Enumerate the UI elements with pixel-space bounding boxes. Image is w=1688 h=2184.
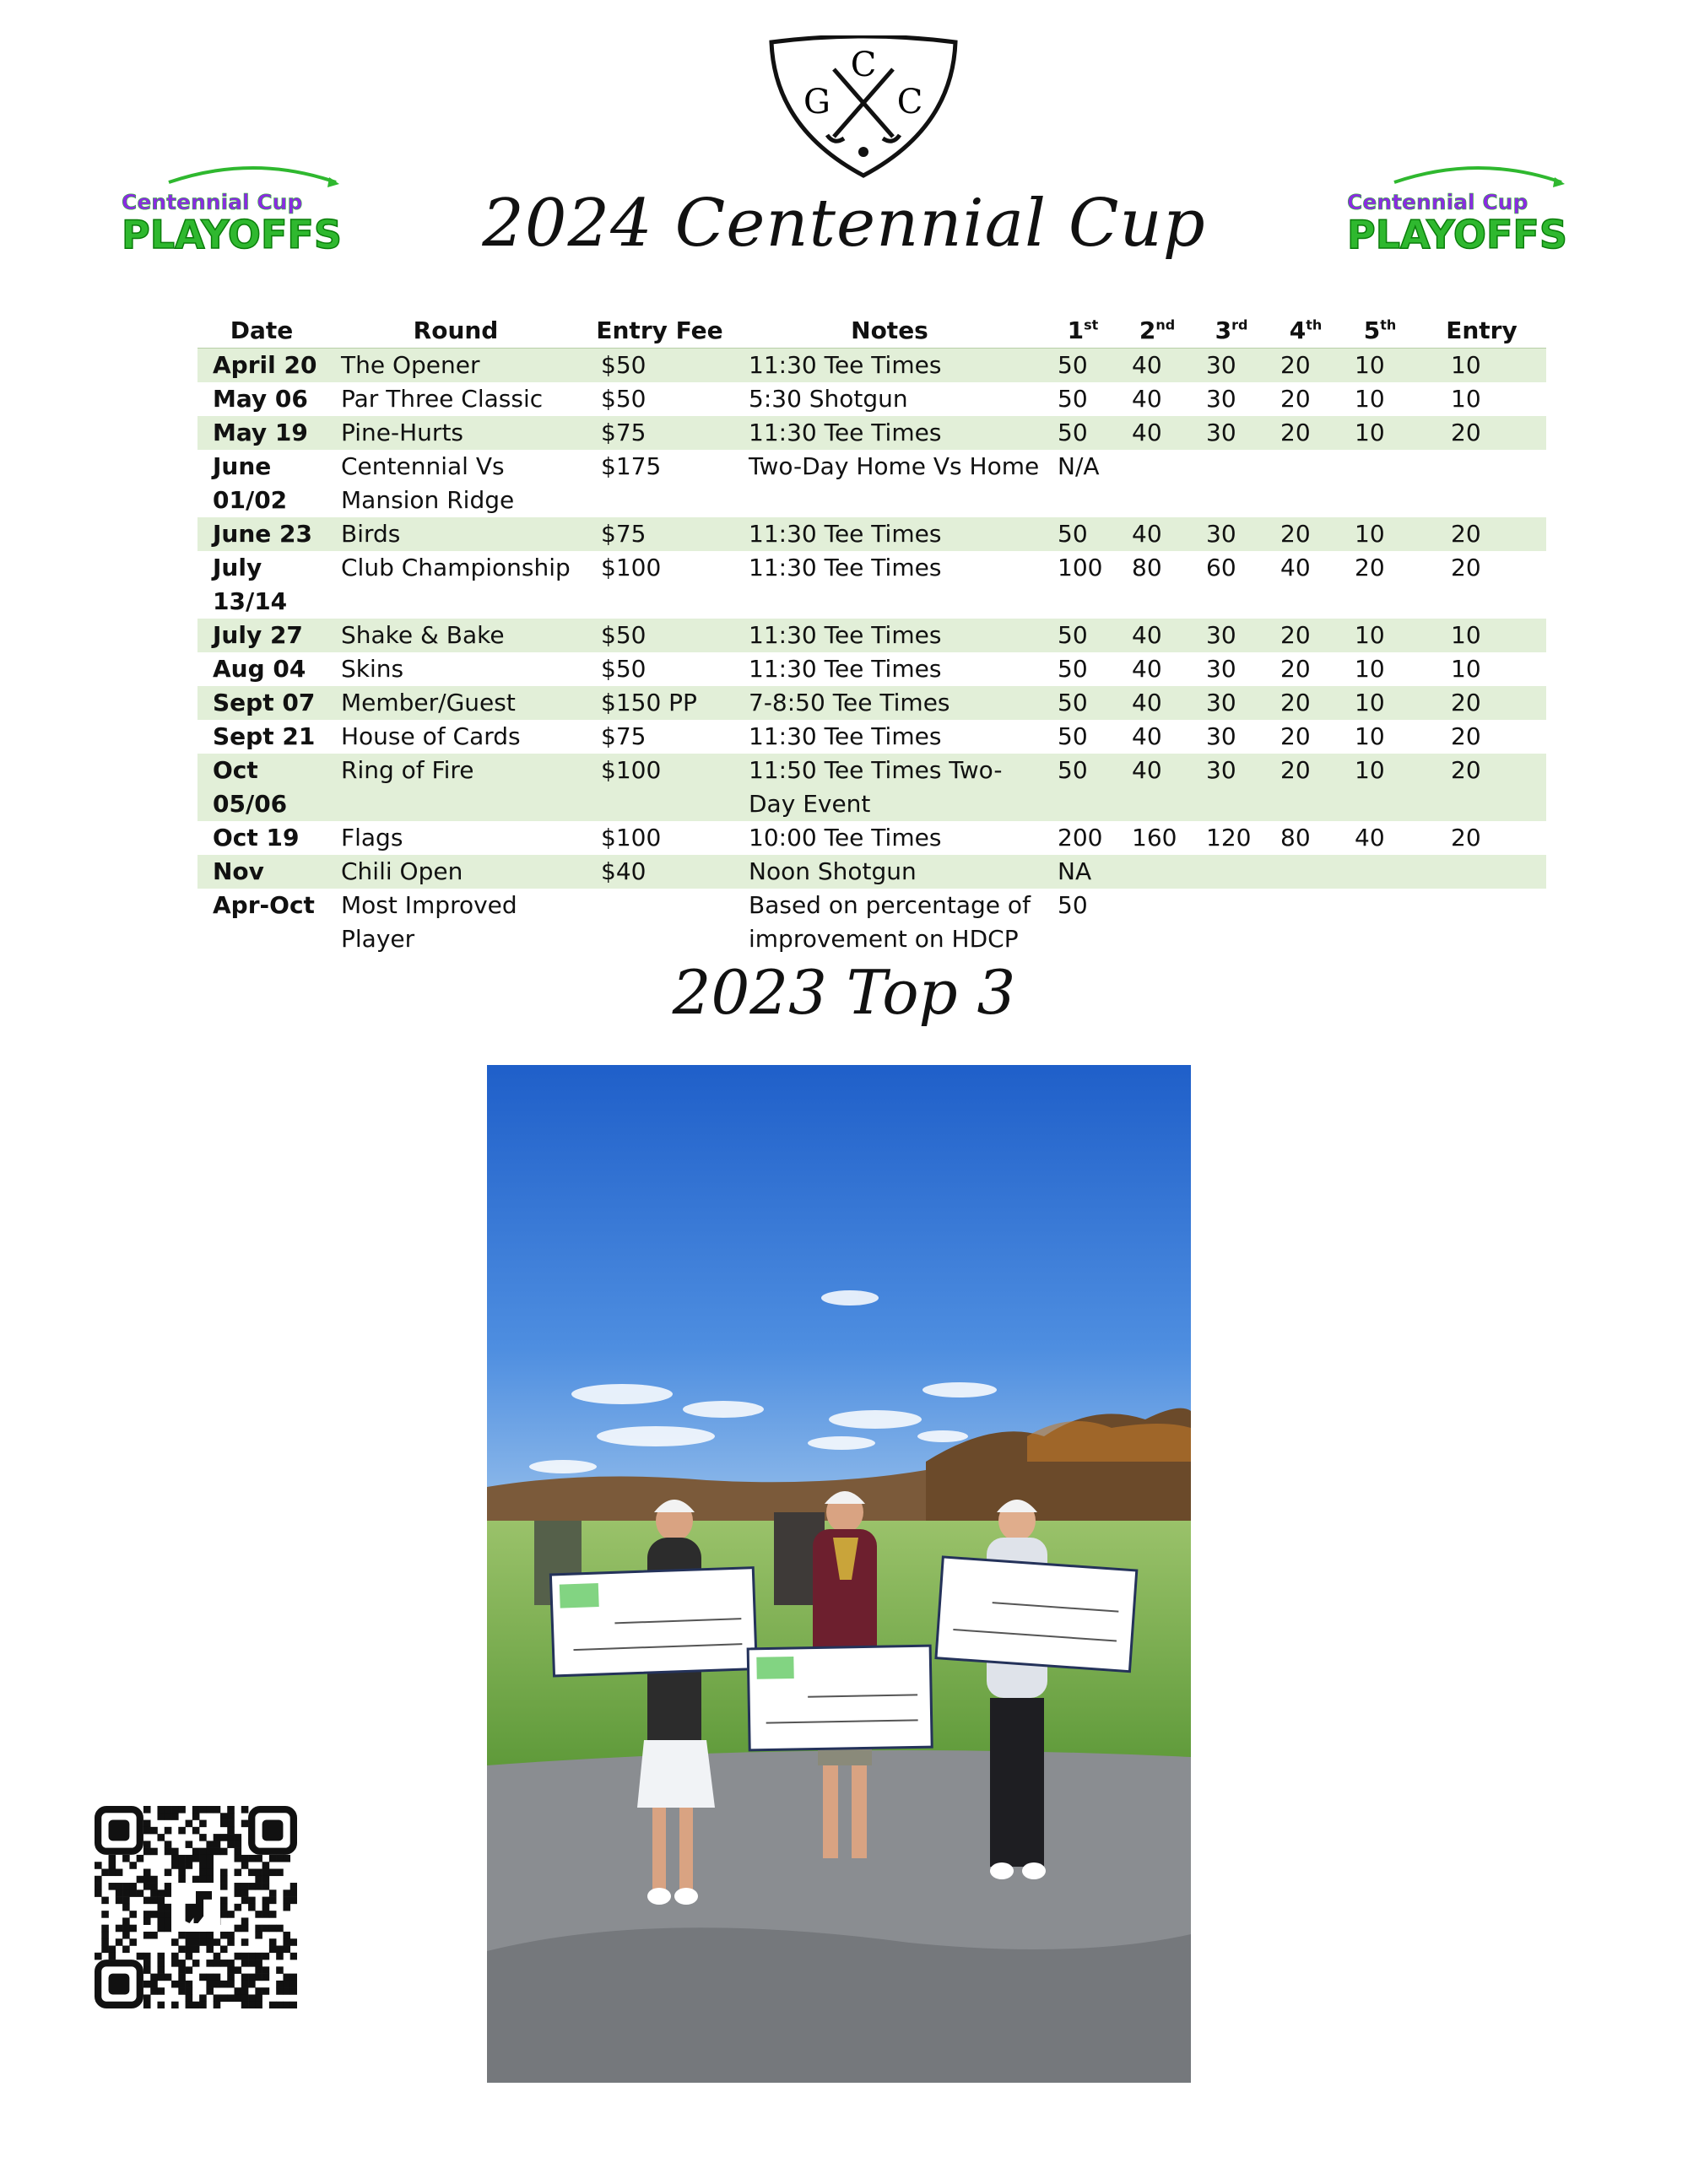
cell-p4 [1269, 855, 1343, 889]
cell-entry: 10 [1417, 619, 1546, 652]
cell-p5: 10 [1355, 655, 1385, 683]
cell-p5 [1343, 855, 1417, 889]
table-row [197, 349, 1546, 383]
cell-entry: 20 [1451, 554, 1481, 581]
cell-notes: 10:00 Tee Times [749, 824, 942, 851]
cell-p3: 30 [1194, 517, 1269, 551]
cell-notes: 11:30 Tee Times [733, 517, 1046, 551]
cell-p2: 40 [1132, 385, 1162, 413]
cell-date: June 01/02 [213, 452, 288, 514]
cell-entry: 10 [1451, 385, 1481, 413]
table-row [197, 754, 1546, 821]
cell-p2 [1120, 889, 1194, 956]
cell-p1: 50 [1058, 722, 1088, 750]
cell-p2: 40 [1120, 517, 1194, 551]
table-row [197, 517, 1546, 551]
header-1st: 1st [1046, 314, 1120, 349]
table-row [197, 652, 1546, 686]
cell-p1: 50 [1046, 517, 1120, 551]
qr-code[interactable] [95, 1806, 297, 2008]
table-row [197, 416, 1546, 450]
cell-p5: 10 [1343, 619, 1417, 652]
cell-p1: 100 [1058, 554, 1103, 581]
table-header-row [197, 314, 1546, 349]
table-row [197, 551, 1546, 619]
cell-date: Oct 05/06 [197, 754, 326, 821]
cell-p3: 30 [1194, 349, 1269, 383]
cell-round: Skins [341, 655, 404, 683]
cell-entry [1417, 855, 1546, 889]
cell-round: Chili Open [326, 855, 586, 889]
header-entry: Entry [1417, 314, 1546, 349]
crest-letter-left: G [803, 83, 830, 122]
logo-left-line1: Centennial Cup [122, 190, 303, 214]
cell-p1: 50 [1058, 891, 1088, 919]
cell-p4 [1269, 889, 1343, 956]
cell-p2 [1120, 855, 1194, 889]
header-5th: 5th [1343, 314, 1417, 349]
cell-fee: $100 [601, 554, 662, 581]
header-3rd: 3rd [1194, 314, 1269, 349]
cell-p1: 50 [1058, 655, 1088, 683]
table-row [197, 450, 1546, 517]
cell-p3: 30 [1206, 722, 1236, 750]
club-crest-logo [766, 35, 960, 179]
cell-p3 [1194, 889, 1269, 956]
cell-notes: 7-8:50 Tee Times [733, 686, 1046, 720]
table-row [197, 382, 1546, 416]
cell-notes: Two-Day Home Vs Home [749, 452, 1040, 480]
cell-p4 [1269, 450, 1343, 517]
cell-p3: 30 [1194, 686, 1269, 720]
cell-p5 [1343, 889, 1417, 956]
cell-fee: $175 [601, 452, 662, 480]
cell-fee: $75 [601, 722, 647, 750]
cell-date: Apr-Oct [213, 891, 315, 919]
logo-right-line1: Centennial Cup [1347, 190, 1528, 214]
cell-p1: NA [1046, 855, 1120, 889]
cell-notes: 11:30 Tee Times [749, 722, 942, 750]
cell-p3: 60 [1206, 554, 1236, 581]
cell-fee: $50 [601, 385, 647, 413]
cell-p5: 10 [1343, 517, 1417, 551]
section-title-2023-top-3: 2023 Top 3 [672, 957, 1016, 1028]
cell-round: House of Cards [341, 722, 521, 750]
cell-p2: 40 [1120, 754, 1194, 821]
cell-p3: 30 [1194, 754, 1269, 821]
cell-p4: 20 [1269, 754, 1343, 821]
header-entry-fee: Entry Fee [586, 314, 733, 349]
cell-notes: Based on percentage of improvement on HDCP [749, 891, 1031, 953]
cell-fee: $40 [586, 855, 733, 889]
cell-round: Member/Guest [326, 686, 586, 720]
cell-entry: 20 [1451, 722, 1481, 750]
cell-p4: 20 [1280, 722, 1311, 750]
cell-p1: 50 [1046, 349, 1120, 383]
cell-p2 [1120, 450, 1194, 517]
cell-fee: $75 [586, 517, 733, 551]
cell-round: Flags [341, 824, 403, 851]
cell-round: Centennial Vs Mansion Ridge [341, 452, 515, 514]
cell-notes: 11:50 Tee Times Two-Day Event [733, 754, 1046, 821]
cell-p2: 40 [1120, 686, 1194, 720]
cell-p3: 30 [1194, 416, 1269, 450]
cell-p3 [1194, 855, 1269, 889]
cell-entry [1417, 889, 1546, 956]
cell-p5: 20 [1355, 554, 1385, 581]
cell-date: May 19 [197, 416, 326, 450]
cell-notes: 11:30 Tee Times [749, 655, 942, 683]
cell-p3 [1194, 450, 1269, 517]
cell-fee: $100 [601, 824, 662, 851]
cell-fee: $150 PP [586, 686, 733, 720]
cell-date: Aug 04 [213, 655, 306, 683]
cell-round: Ring of Fire [326, 754, 586, 821]
schedule-table [197, 314, 1546, 956]
cell-p3: 30 [1206, 655, 1236, 683]
cell-p5 [1343, 450, 1417, 517]
cell-date: July 13/14 [213, 554, 288, 615]
cell-fee: $75 [586, 416, 733, 450]
cell-round: The Opener [326, 349, 586, 383]
winners-photo [487, 1065, 1191, 2083]
cell-entry: 20 [1451, 824, 1481, 851]
table-row [197, 889, 1546, 956]
cell-fee: $50 [586, 349, 733, 383]
cell-p4: 20 [1269, 619, 1343, 652]
cell-notes: Noon Shotgun [733, 855, 1046, 889]
cell-entry [1417, 450, 1546, 517]
cell-p4: 20 [1269, 517, 1343, 551]
cell-fee [586, 889, 733, 956]
cell-p5: 10 [1355, 722, 1385, 750]
cell-p1: 50 [1046, 619, 1120, 652]
cell-p2: 80 [1132, 554, 1162, 581]
cell-p4: 20 [1280, 655, 1311, 683]
logo-left-line2: PLAYOFFS [122, 212, 342, 257]
cell-round: Most Improved Player [341, 891, 517, 953]
logo-right-line2: PLAYOFFS [1347, 212, 1567, 257]
cell-fee: $50 [601, 655, 647, 683]
cell-date: June 23 [197, 517, 326, 551]
cell-p5: 10 [1343, 754, 1417, 821]
cell-p2: 40 [1120, 416, 1194, 450]
cell-p1: 50 [1046, 754, 1120, 821]
cell-p1: 50 [1046, 416, 1120, 450]
cell-p5: 10 [1343, 686, 1417, 720]
table-row [197, 619, 1546, 652]
cell-p1: 50 [1046, 686, 1120, 720]
cell-round: Pine-Hurts [326, 416, 586, 450]
cell-p4: 40 [1280, 554, 1311, 581]
cell-entry: 20 [1417, 754, 1546, 821]
cell-notes: 11:30 Tee Times [749, 554, 942, 581]
cell-p3: 30 [1206, 385, 1236, 413]
table-row [197, 855, 1546, 889]
cell-p2: 40 [1132, 655, 1162, 683]
cell-date: July 27 [197, 619, 326, 652]
crest-letter-right: C [896, 83, 923, 122]
table-row [197, 686, 1546, 720]
cell-p3: 30 [1194, 619, 1269, 652]
cell-date: Sept 07 [197, 686, 326, 720]
cell-entry: 20 [1417, 686, 1546, 720]
cell-p4: 80 [1280, 824, 1311, 851]
table-row [197, 821, 1546, 855]
cell-p5: 10 [1355, 385, 1385, 413]
cell-notes: 11:30 Tee Times [733, 349, 1046, 383]
cell-round: Shake & Bake [326, 619, 586, 652]
cell-p1: 200 [1058, 824, 1103, 851]
table-row [197, 720, 1546, 754]
cell-round: Par Three Classic [341, 385, 544, 413]
cell-p5: 40 [1355, 824, 1385, 851]
cell-p1: N/A [1058, 452, 1100, 480]
cell-p2: 40 [1120, 349, 1194, 383]
cell-entry: 20 [1417, 517, 1546, 551]
cell-entry: 10 [1451, 655, 1481, 683]
cell-p4: 20 [1269, 686, 1343, 720]
cell-p1: 50 [1058, 385, 1088, 413]
cell-round: Club Championship [341, 554, 571, 581]
cell-p5: 10 [1343, 416, 1417, 450]
cell-p4: 20 [1269, 416, 1343, 450]
cell-p4: 20 [1269, 349, 1343, 383]
cell-notes: 11:30 Tee Times [733, 416, 1046, 450]
cell-entry: 10 [1417, 349, 1546, 383]
header-round: Round [326, 314, 586, 349]
cell-notes: 11:30 Tee Times [733, 619, 1046, 652]
cell-p2: 40 [1120, 619, 1194, 652]
cell-entry: 20 [1417, 416, 1546, 450]
header-notes: Notes [733, 314, 1046, 349]
cell-round: Birds [326, 517, 586, 551]
header-date: Date [197, 314, 326, 349]
header-4th: 4th [1269, 314, 1343, 349]
cell-p2: 160 [1132, 824, 1177, 851]
cell-p5: 10 [1343, 349, 1417, 383]
cell-date: Oct 19 [213, 824, 300, 851]
cell-date: Nov [197, 855, 326, 889]
header-2nd: 2nd [1120, 314, 1194, 349]
cell-p3: 120 [1206, 824, 1252, 851]
cell-date: April 20 [197, 349, 326, 383]
cell-date: May 06 [213, 385, 308, 413]
cell-p4: 20 [1280, 385, 1311, 413]
cell-notes: 5:30 Shotgun [749, 385, 908, 413]
cell-p2: 40 [1132, 722, 1162, 750]
page-title: 2024 Centennial Cup [482, 186, 1206, 262]
crest-letter-top: C [850, 46, 877, 84]
cell-date: Sept 21 [213, 722, 316, 750]
cell-fee: $100 [586, 754, 733, 821]
cell-fee: $50 [586, 619, 733, 652]
